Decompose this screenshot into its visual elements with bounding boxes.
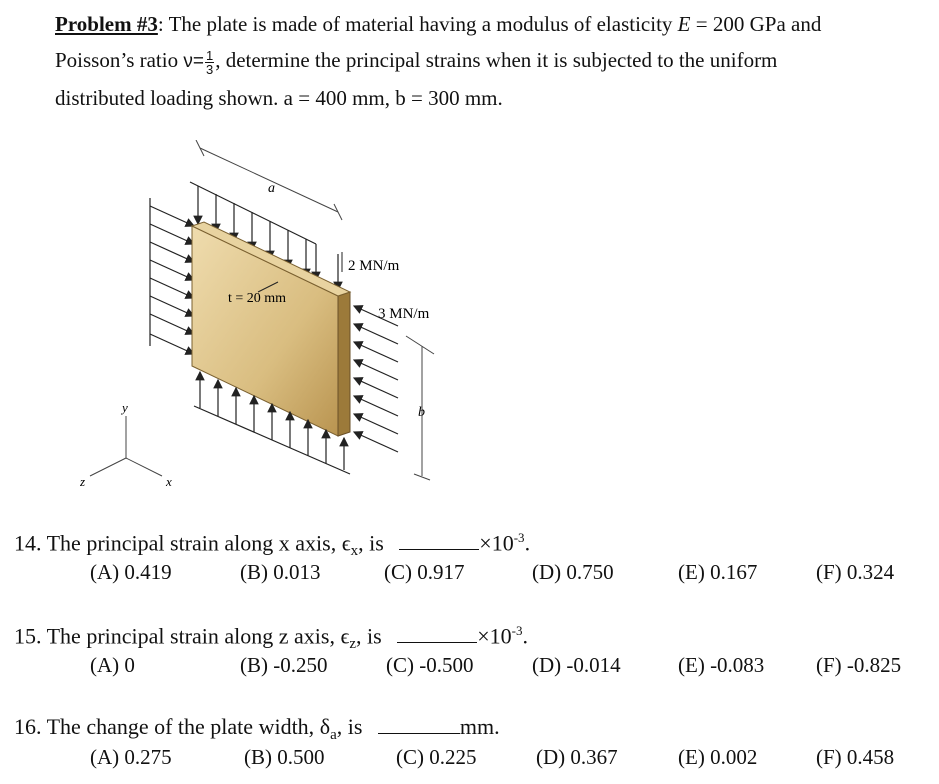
axis-y-label: y [122, 400, 128, 415]
option-c[interactable]: (C) 0.917 [384, 560, 465, 584]
label-top-load: 2 MN/m [348, 258, 400, 274]
question-number: 14. [14, 530, 42, 556]
option-b[interactable]: (B) 0.500 [244, 745, 325, 769]
poisson-symbol: ν= [183, 51, 204, 72]
question-text-end: , is [336, 714, 363, 739]
option-d[interactable]: (D) 0.750 [532, 560, 614, 584]
option-e[interactable]: (E) -0.083 [678, 653, 765, 677]
option-f[interactable]: (F) 0.458 [816, 745, 895, 769]
option-d[interactable]: (D) -0.014 [532, 653, 621, 677]
dimension-a [196, 140, 342, 220]
problem-line-2 [55, 42, 777, 80]
strain-subscript: x [350, 543, 359, 560]
strain-symbol: ϵ [340, 623, 350, 649]
coordinate-axes [90, 416, 162, 476]
question-text: The change of the plate width, [46, 714, 320, 739]
left-load-arrows [150, 198, 194, 354]
unit-exponent: -3 [513, 530, 525, 545]
problem-label: Problem #3 [55, 12, 158, 36]
poisson-fraction [205, 49, 214, 76]
problem-text-2a: Poisson’s ratio [55, 48, 184, 72]
problem-text-1b: = 200 GPa and [690, 12, 822, 36]
answer-blank[interactable] [399, 549, 479, 550]
unit-end: . [522, 623, 528, 649]
option-b[interactable]: (B) -0.250 [240, 653, 328, 677]
option-a[interactable]: (A) 0 [90, 653, 135, 677]
option-e[interactable]: (E) 0.002 [678, 745, 758, 769]
right-load-arrows [354, 306, 398, 452]
question-text-end: , is [358, 530, 384, 556]
question-15 [14, 623, 528, 653]
problem-text-2b: , determine the principal strains when it is subjected to the uniform [215, 48, 778, 72]
unit: ×10 [477, 623, 512, 649]
poisson-numerator: 1 [205, 47, 214, 63]
answer-blank[interactable] [397, 642, 477, 643]
question-text-end: , is [356, 623, 382, 649]
problem-line-3: distributed loading shown. a = 400 mm, b = 300 mm. [55, 86, 503, 110]
label-thickness: t = 20 mm [228, 291, 287, 306]
poisson-denominator: 3 [205, 61, 214, 77]
plate-figure [80, 140, 500, 500]
unit: ×10 [479, 530, 514, 556]
question-number: 15. [14, 623, 42, 649]
question-16 [14, 714, 500, 743]
problem-text-1a: : The plate is made of material having a modulus of elasticity [157, 12, 678, 36]
change-subscript: a [330, 727, 337, 743]
change-symbol: δ [319, 714, 331, 739]
axis-x-label: x [166, 474, 172, 489]
strain-subscript: z [349, 636, 357, 653]
plate [192, 222, 350, 436]
option-c[interactable]: (C) 0.225 [396, 745, 477, 769]
unit-end: . [524, 530, 531, 556]
question-text: The principal strain along z axis, [46, 623, 341, 649]
unit-exponent: -3 [511, 623, 523, 638]
option-e[interactable]: (E) 0.167 [678, 560, 758, 584]
question-text: The principal strain along x axis, [46, 530, 342, 556]
option-b[interactable]: (B) 0.013 [240, 560, 321, 584]
answer-blank[interactable] [378, 733, 460, 734]
unit: mm. [459, 714, 500, 739]
question-number: 16. [14, 714, 42, 739]
label-b: b [418, 405, 425, 420]
option-f[interactable]: (F) -0.825 [816, 653, 902, 677]
problem-line-1 [55, 6, 821, 42]
label-a: a [268, 181, 275, 196]
option-a[interactable]: (A) 0.419 [90, 560, 172, 584]
axis-z-label: z [80, 474, 86, 489]
strain-symbol: ϵ [341, 530, 351, 556]
option-d[interactable]: (D) 0.367 [536, 745, 618, 769]
question-14 [14, 530, 531, 560]
option-f[interactable]: (F) 0.324 [816, 560, 895, 584]
option-c[interactable]: (C) -0.500 [386, 653, 474, 677]
label-side-load: 3 MN/m [378, 306, 430, 322]
modulus-symbol: E [677, 12, 691, 36]
option-a[interactable]: (A) 0.275 [90, 745, 172, 769]
